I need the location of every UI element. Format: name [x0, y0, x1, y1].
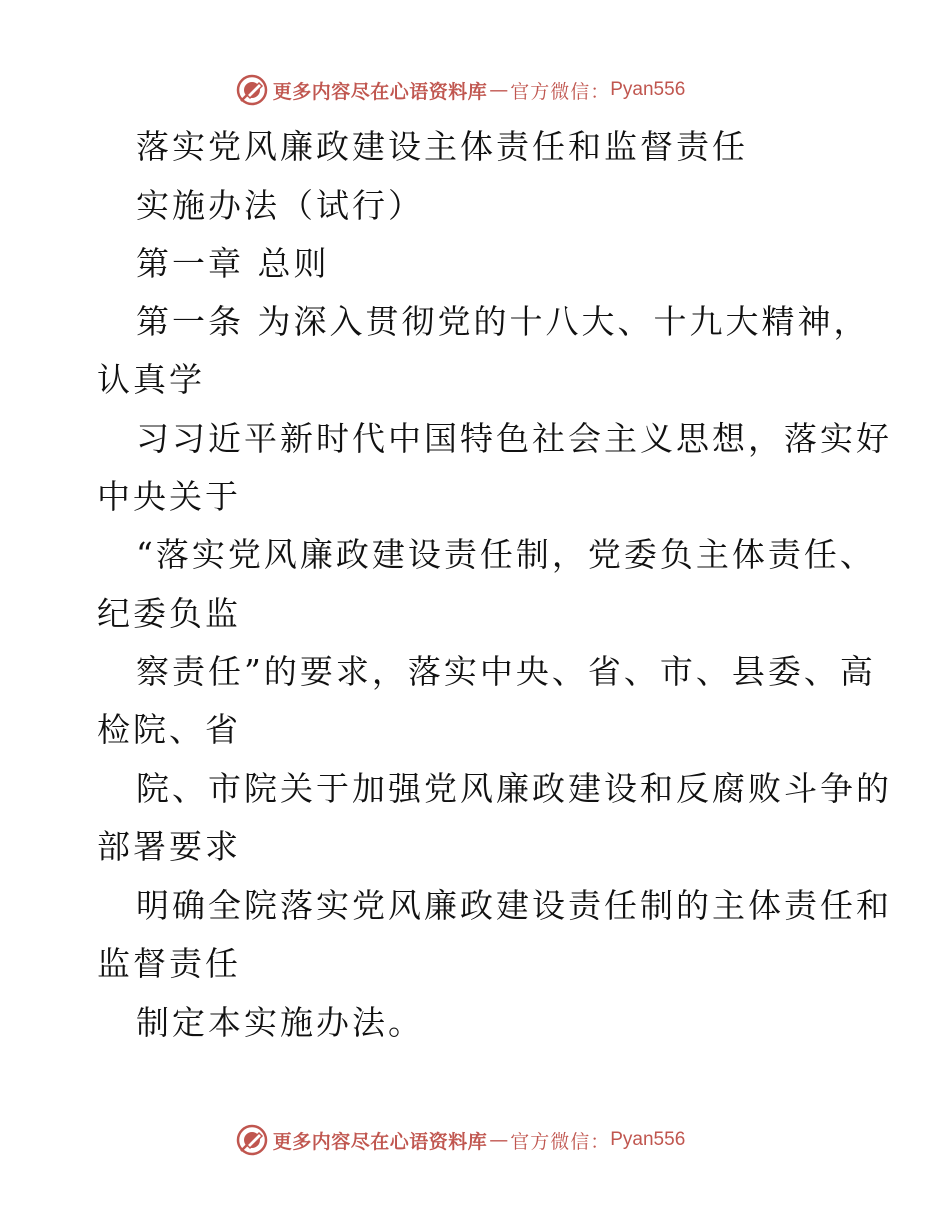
paragraph-line: 制定本实施办法。: [136, 1003, 424, 1042]
watermark-dash: —: [489, 1129, 509, 1151]
watermark-official-label: 官方微信：: [510, 80, 611, 103]
paragraph-line: 察责任”的要求，落实中央、省、市、县委、高: [136, 652, 876, 691]
paragraph-line: 纪委负监: [97, 594, 241, 633]
paragraph-line: 习习近平新时代中国特色社会主义思想，落实好: [136, 419, 892, 458]
paragraph-line: 监督责任: [97, 944, 241, 983]
seal-logo-icon: [235, 73, 269, 107]
paragraph-line: 检院、省: [97, 710, 241, 749]
paragraph-line: 明确全院落实党风廉政建设责任制的主体责任和: [136, 886, 892, 925]
paragraph-line: “落实党风廉政建设责任制，党委负主体责任、: [136, 535, 876, 574]
watermark-official-label: 官方微信：: [510, 1130, 611, 1153]
seal-logo-icon: [235, 1123, 269, 1157]
paragraph-line: 部署要求: [97, 827, 241, 866]
watermark-text: 更多内容尽在心语资料库: [272, 1130, 488, 1153]
document-subtitle: 实施办法（试行）: [136, 186, 424, 225]
document-title: 落实党风廉政建设主体责任和监督责任: [136, 127, 748, 166]
watermark-dash: —: [489, 79, 509, 101]
chapter-heading: 第一章 总则: [136, 244, 330, 283]
paragraph-line: 院、市院关于加强党风廉政建设和反腐败斗争的: [136, 769, 892, 808]
header-watermark: [0, 70, 950, 110]
paragraph-line: 认真学: [97, 360, 205, 399]
paragraph-line: 中央关于: [97, 477, 241, 516]
footer-watermark: [0, 1120, 950, 1160]
watermark-wechat-id: Pyan556: [610, 79, 686, 100]
paragraph-line: 第一条 为深入贯彻党的十八大、十九大精神，: [136, 302, 870, 341]
watermark-wechat-id: Pyan556: [610, 1129, 686, 1150]
watermark-text: 更多内容尽在心语资料库: [272, 80, 488, 103]
